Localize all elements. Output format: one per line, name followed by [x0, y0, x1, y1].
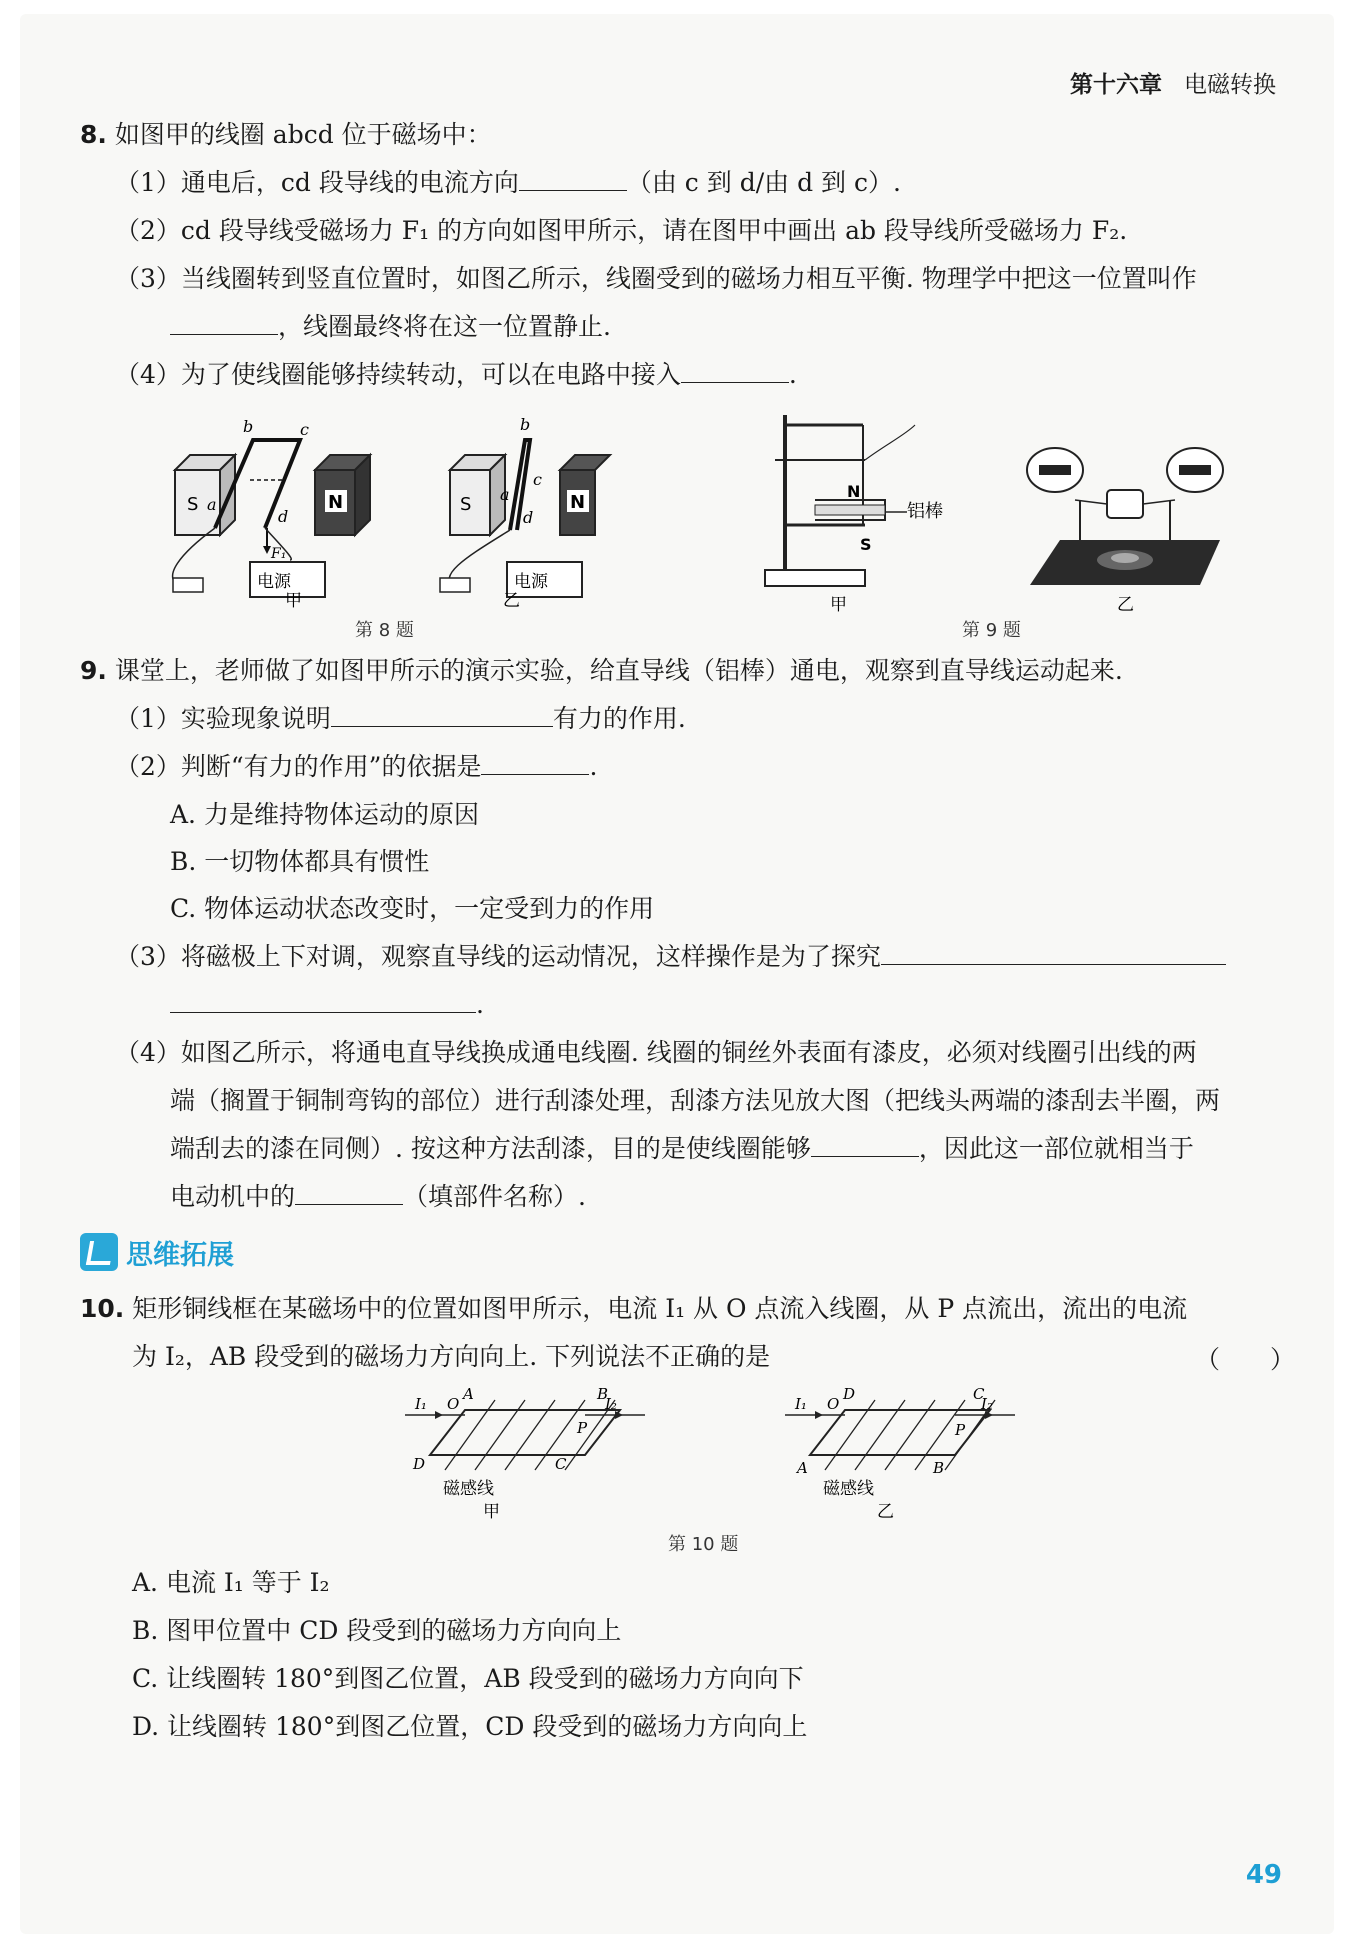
q8-yi-label: 乙	[503, 591, 520, 610]
q9-part1-tail: 有力的作用.	[552, 704, 686, 733]
q8-jia-N: N	[328, 492, 344, 513]
q9-part3-blank[interactable]	[881, 942, 1226, 965]
q8-part2: （2）cd 段导线受磁场力 F₁ 的方向如图甲所示，请在图甲中画出 ab 段导线所受磁场力 F₂.	[115, 216, 1128, 245]
q10-yi-C: C	[973, 1385, 985, 1403]
q9-jia-S: S	[860, 535, 872, 554]
q8-jia-S: S	[187, 494, 199, 515]
q10-jia-O: O	[447, 1395, 460, 1413]
q10-line1	[80, 1292, 1187, 1326]
chapter-header	[1070, 66, 1276, 99]
q8-yi-b: b	[520, 415, 531, 434]
q8-part3-blank[interactable]	[170, 312, 278, 335]
q8-part4	[115, 358, 797, 392]
q8-part1-blank[interactable]	[519, 168, 627, 191]
q9-option-c[interactable]: C. 物体运动状态改变时，一定受到力的作用	[170, 894, 655, 923]
q10-jia-field-label: 磁感线	[443, 1479, 494, 1499]
q9-number: 9.	[80, 656, 107, 685]
q9-yi-label: 乙	[1117, 595, 1134, 615]
q9-part4-line3-text: 端刮去的漆在同侧）. 按这种方法刮漆，目的是使线圈能够	[170, 1134, 811, 1163]
q10-figure-jia	[405, 1385, 645, 1525]
q10-stem-line2: 为 I₂，AB 段受到的磁场力方向向上. 下列说法不正确的是	[132, 1342, 771, 1371]
q9-stem: 课堂上，老师做了如图甲所示的演示实验，给直导线（铝棒）通电，观察到直导线运动起来.	[114, 656, 1123, 685]
q10-option-d[interactable]: D. 让线圈转 180°到图乙位置，CD 段受到的磁场力方向向上	[132, 1712, 808, 1741]
q8-part4-blank[interactable]	[681, 360, 789, 383]
q9-part1-blank[interactable]	[331, 704, 553, 727]
q10-jia-D: D	[413, 1455, 426, 1473]
q9-part2	[115, 750, 597, 784]
q9-part4-blank2[interactable]	[295, 1182, 403, 1205]
q8-part4-end: .	[788, 360, 797, 389]
q8-part4-text: （4）为了使线圈能够持续转动，可以在电路中接入	[115, 360, 681, 389]
q10-yi-B: B	[933, 1459, 945, 1477]
q10-jia-A: A	[463, 1385, 474, 1403]
q10-jia-I1: I₁	[415, 1395, 427, 1413]
thinking-icon	[80, 1233, 118, 1271]
page-number: 49	[1245, 1860, 1282, 1890]
q8-part1-tail: （由 c 到 d/由 d 到 c）.	[626, 168, 901, 197]
q9-part4-line4	[170, 1180, 586, 1214]
q10-caption: 第 10 题	[668, 1534, 739, 1555]
q10-jia-C: C	[555, 1455, 567, 1473]
q8-jia-label: 甲	[285, 591, 302, 610]
q8-stem-line	[80, 118, 492, 152]
q10-option-a[interactable]: A. 电流 I₁ 等于 I₂	[132, 1568, 330, 1597]
q8-figure-jia	[165, 410, 385, 610]
q10-number: 10.	[80, 1294, 125, 1323]
q10-jia-B: B	[597, 1385, 609, 1403]
q9-stem-line	[80, 654, 1123, 688]
q10-option-c[interactable]: C. 让线圈转 180°到图乙位置，AB 段受到的磁场力方向向下	[132, 1664, 804, 1693]
q10-jia-I2: I₂	[605, 1395, 617, 1413]
q8-part1	[115, 166, 901, 200]
q8-yi-S: S	[460, 494, 472, 515]
q10-yi-O: O	[827, 1395, 840, 1413]
q9-jia-rod: 铝棒	[907, 501, 943, 522]
q8-yi-d: d	[523, 508, 534, 527]
q9-option-a[interactable]: A. 力是维持物体运动的原因	[170, 800, 479, 829]
q9-part2-blank[interactable]	[481, 752, 589, 775]
q9-part3-text: （3）将磁极上下对调，观察直导线的运动情况，这样操作是为了探究	[115, 942, 881, 971]
q9-figure-jia	[755, 405, 955, 615]
q8-figure-yi	[415, 410, 615, 610]
q9-figure-yi	[1025, 440, 1225, 615]
q8-yi-c: c	[533, 470, 542, 489]
q10-yi-I1: I₁	[795, 1395, 807, 1413]
q9-part1-text: （1）实验现象说明	[115, 704, 331, 733]
q9-part4-line1: （4）如图乙所示，将通电直导线换成通电线圈. 线圈的铜丝外表面有漆皮，必须对线圈引出线的两	[115, 1038, 1197, 1067]
q9-part4-blank1[interactable]	[811, 1134, 919, 1157]
q10-jia-label: 甲	[483, 1502, 500, 1522]
section-title: 思维拓展	[126, 1239, 234, 1271]
q10-answer-paren[interactable]: （ ）	[1195, 1345, 1296, 1374]
q10-yi-I2: I₂	[981, 1395, 993, 1413]
q9-part4-line3	[170, 1132, 1194, 1166]
q9-part4-line4-text: 电动机中的	[170, 1182, 296, 1211]
q8-jia-b: b	[243, 417, 254, 436]
q9-part3-cont	[170, 988, 484, 1022]
q10-yi-label: 乙	[877, 1502, 894, 1522]
q8-part3-tail: ，线圈最终将在这一位置静止.	[278, 312, 611, 341]
q8-stem: 如图甲的线圈 abcd 位于磁场中：	[114, 120, 492, 149]
q9-option-b[interactable]: B. 一切物体都具有惯性	[170, 847, 430, 876]
q9-part4-line4-tail: （填部件名称）.	[403, 1182, 586, 1211]
q9-part3	[115, 940, 1226, 974]
q8-number: 8.	[80, 120, 107, 149]
q10-option-b[interactable]: B. 图甲位置中 CD 段受到的磁场力方向向上	[132, 1616, 622, 1645]
q9-jia-label: 甲	[830, 595, 847, 615]
q9-part4-line3-tail: ，因此这一部位就相当于	[918, 1134, 1194, 1163]
q8-caption: 第 8 题	[355, 620, 414, 641]
q8-yi-power: 电源	[514, 572, 548, 592]
q9-caption: 第 9 题	[962, 620, 1021, 641]
q9-part4-line2: 端（搁置于铜制弯钩的部位）进行刮漆处理，刮漆方法见放大图（把线头两端的漆刮去半圈，两	[170, 1086, 1221, 1115]
chapter-title: 电磁转换	[1184, 72, 1276, 98]
q10-yi-D: D	[843, 1385, 856, 1403]
q8-jia-power: 电源	[257, 572, 291, 592]
q10-jia-P: P	[577, 1419, 588, 1437]
q8-part3: （3）当线圈转到竖直位置时，如图乙所示，线圈受到的磁场力相互平衡. 物理学中把这一位置叫作	[115, 264, 1197, 293]
q8-part3-cont	[170, 310, 611, 344]
q9-part2-text: （2）判断“有力的作用”的依据是	[115, 752, 482, 781]
q10-yi-A: A	[797, 1459, 808, 1477]
q8-yi-N: N	[570, 492, 586, 513]
section-heading	[80, 1232, 234, 1272]
q8-jia-c: c	[300, 420, 309, 439]
q9-part3-blank2[interactable]	[170, 990, 476, 1013]
q10-yi-field-label: 磁感线	[823, 1479, 874, 1499]
q10-figure-yi	[785, 1385, 1025, 1525]
q10-yi-P: P	[955, 1421, 966, 1439]
q9-part1	[115, 702, 686, 736]
q9-part2-end: .	[589, 752, 598, 781]
q8-part1-text: （1）通电后，cd 段导线的电流方向	[115, 168, 519, 197]
q9-jia-N: N	[847, 482, 861, 501]
q8-jia-F1: F₁	[271, 546, 287, 562]
chapter-number: 第十六章	[1070, 72, 1162, 98]
q8-jia-d: d	[278, 507, 289, 526]
q9-part3-end: .	[476, 990, 484, 1019]
q10-stem-line1: 矩形铜线框在某磁场中的位置如图甲所示，电流 I₁ 从 O 点流入线圈，从 P 点流出，流出的电流	[132, 1294, 1188, 1323]
q8-jia-a: a	[207, 495, 217, 514]
q8-yi-a: a	[500, 485, 510, 504]
